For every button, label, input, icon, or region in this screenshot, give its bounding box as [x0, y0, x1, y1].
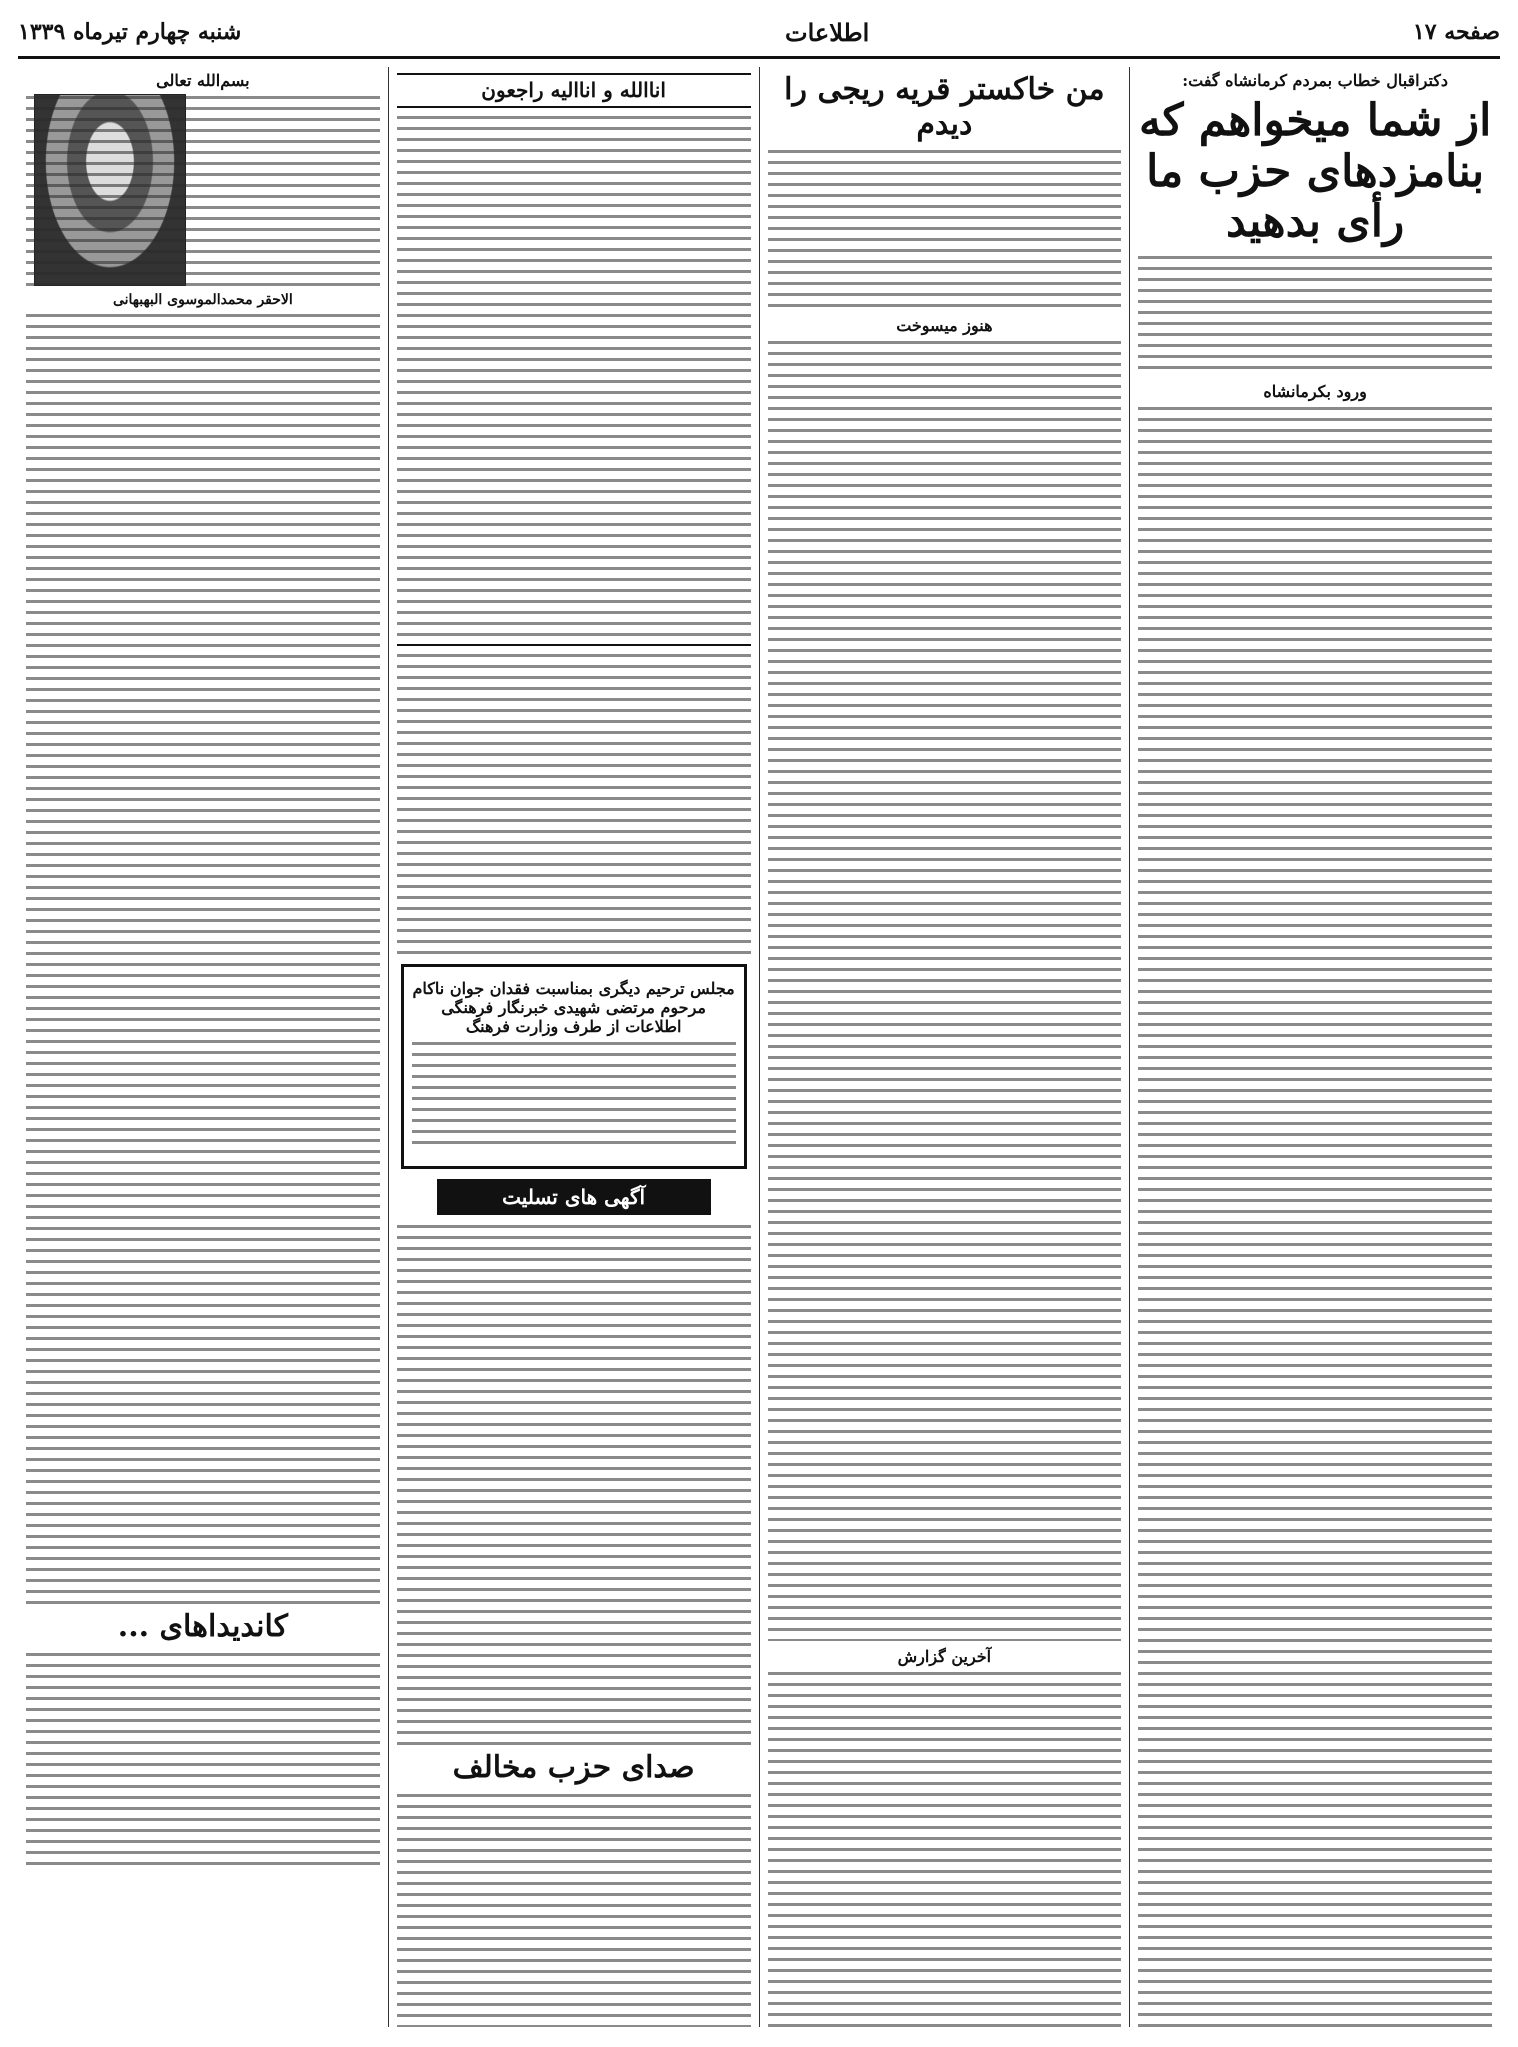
body-text	[1138, 407, 1492, 2027]
kicker: دکتراقبال خطاب بمردم کرمانشاه گفت:	[1182, 71, 1449, 90]
body-text	[397, 116, 751, 636]
columns	[18, 67, 1500, 2027]
body-text	[26, 1653, 380, 1873]
notice-box	[401, 964, 747, 1169]
column-2	[759, 67, 1130, 2027]
section-banner: آگهی های تسلیت	[437, 1179, 711, 1215]
subheading: ورود بکرمانشاه	[1263, 381, 1367, 401]
notice-text: مجلس ترحیم دیگری بمناسبت فقدان جوان ناکام مرحوم مرتضی شهیدی خبرنگار فرهنگی اطلاعات از طرف وزارت فرهنگ	[412, 979, 735, 1036]
body-text	[26, 96, 380, 286]
main-headline: از شما میخواهم که بنامزدهای حزب ما رأی بدهید	[1138, 95, 1492, 248]
masthead	[18, 14, 1500, 59]
body-text	[768, 1672, 1122, 2027]
column-1	[1129, 67, 1500, 2027]
article-headline: من خاکستر قریه ریجی را دیدم	[784, 72, 1105, 142]
column-3	[388, 67, 759, 2027]
photo-caption: الاحقر محمدالموسوی البهبهانی	[112, 292, 293, 308]
subheading: هنوز میسوخت	[896, 316, 993, 335]
notice-title: بسم‌الله تعالی	[156, 71, 250, 90]
body-text	[1138, 256, 1492, 376]
body-text	[768, 150, 1122, 310]
body-text	[26, 314, 380, 1604]
page-label: صفحه ۱۷	[1412, 19, 1500, 45]
article-headline: صدای حزب مخالف	[452, 1750, 695, 1785]
body-text	[412, 1042, 736, 1152]
issue-date: شنبه چهارم تیرماه ۱۳۳۹	[18, 19, 242, 45]
column-4	[18, 67, 388, 2027]
subheading: آخرین گزارش	[897, 1647, 992, 1666]
body-text	[768, 341, 1122, 1641]
body-text	[397, 1794, 751, 2028]
divider	[397, 644, 751, 646]
article-headline: کاندیداهای ...	[117, 1609, 288, 1644]
article-headline: اناالله و اناالیه راجعون	[397, 73, 751, 108]
paper-name: اطلاعات	[784, 17, 870, 47]
body-text	[397, 1225, 751, 1745]
body-text	[397, 654, 751, 954]
